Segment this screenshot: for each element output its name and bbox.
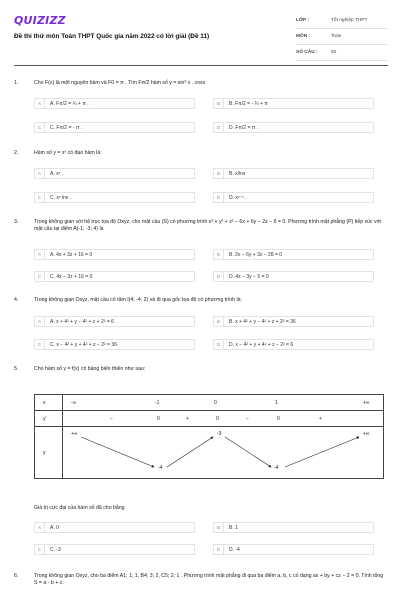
option-text: D. -4 <box>229 546 240 553</box>
question-text: Trong không gian Oxyz, mặt cầu có tâm I(4; -4; 2) và đi qua gốc tọa độ có phương trình là: <box>34 297 242 303</box>
question-number: 3. <box>14 219 19 225</box>
question-number: 2. <box>14 150 19 156</box>
option-letter: B <box>214 250 224 259</box>
question-1 <box>14 80 388 140</box>
option-text: B. Fπ/2 = - ¼ + π <box>229 100 268 107</box>
option-d[interactable] <box>213 544 374 555</box>
question-text: Cho hàm số y = f(x) có bảng biến thiên như sau: <box>34 366 146 372</box>
variation-table <box>34 394 384 479</box>
option-letter: B <box>214 317 224 326</box>
y-value: -4 <box>274 465 279 471</box>
option-text: C. xˣ lnx . <box>50 194 72 201</box>
option-letter: C <box>35 123 45 132</box>
option-a[interactable] <box>34 249 195 260</box>
option-letter: C <box>35 272 45 281</box>
option-letter: C <box>35 545 45 554</box>
option-text: C. 4x − 3z + 16 = 0 <box>50 273 93 280</box>
option-letter: D <box>214 545 224 554</box>
option-text: D. 4x − 3y − 5 = 0 <box>229 273 269 280</box>
option-d[interactable] <box>213 271 374 282</box>
y-value: +∞ <box>71 431 78 437</box>
option-letter: A <box>35 250 45 259</box>
table-yprime-row <box>63 411 384 427</box>
info-value: Toán <box>331 34 342 39</box>
page-title: Đề thi thử môn Toán THPT Quốc gia năm 2022 có lời giải (Đề 11) <box>14 33 210 40</box>
table-label-y: y <box>35 427 63 479</box>
info-key: SỐ CÂU : <box>296 50 318 55</box>
yprime-value: + <box>186 416 189 422</box>
table-y-row <box>63 427 384 479</box>
yprime-value: 0 <box>277 416 280 422</box>
option-b[interactable] <box>213 98 374 109</box>
option-c[interactable] <box>34 192 195 203</box>
option-letter: D <box>214 272 224 281</box>
table-label-x: x <box>35 395 63 411</box>
question-2 <box>14 150 388 210</box>
option-letter: C <box>35 193 45 202</box>
quizizz-logo: QUIZIZZ <box>14 14 66 27</box>
option-text: B. 1 <box>229 524 238 531</box>
option-c[interactable] <box>34 122 195 133</box>
info-panel <box>296 13 388 61</box>
x-value: +∞ <box>363 400 370 406</box>
question-number: 6. <box>14 573 19 579</box>
option-text: C. -3 <box>50 546 61 553</box>
option-letter: A <box>35 99 45 108</box>
x-value: -∞ <box>71 400 77 406</box>
question-text: Cho F(x) là một nguyên hàm và F0 = π . Tìm Fπ/2 hàm số y = sin³ x . cosx <box>34 80 206 86</box>
y-value: -3 <box>217 431 222 437</box>
option-letter: D <box>214 123 224 132</box>
x-value: 1 <box>275 400 278 406</box>
option-letter: C <box>35 340 45 349</box>
option-b[interactable] <box>213 168 374 179</box>
option-text: A. Fπ/2 = ¼ + π . <box>50 100 89 107</box>
question-text: Trong không gian Oxyz, cho ba điểm A1; 1; 1, B4; 3; 2, C5; 2; 1 . Phương trình mặt phẳng đi qua ba điểm a, b, c có dạng ax + by + cz − 2 = 0. Tính tổng S = a - b + c. <box>34 573 384 586</box>
arrow-down <box>225 437 271 467</box>
option-b[interactable] <box>213 522 374 533</box>
option-text: B. 2x − 6y + 3z − 28 = 0 <box>229 251 283 258</box>
question-subtext: Giá trị cực đại của hàm số đã cho bằng <box>34 505 125 511</box>
info-key: LỚP : <box>296 18 310 23</box>
info-value: 50 <box>331 50 337 55</box>
y-value: -4 <box>158 465 163 471</box>
info-row-subject <box>296 29 388 45</box>
option-text: A. 0 <box>50 524 59 531</box>
option-text: A. xˣ . <box>50 170 64 177</box>
option-letter: B <box>214 523 224 532</box>
question-text: Trong không gian với hệ trục tọa độ Oxyz, cho mặt cầu (S) có phương trình x² + y² + z² − 6x + 6y − 2z − 6 = 0. Phương trình mặt phẳng (P) tiếp xúc với mặt cầu tại điểm A(-1; -3; 4) là <box>34 219 382 232</box>
option-text: D. x − 4² + y + 4² + z − 2² = 6 <box>229 341 294 348</box>
option-d[interactable] <box>213 192 374 203</box>
yprime-value: − <box>246 416 249 422</box>
info-key: MÔN : <box>296 34 311 39</box>
arrow-up <box>167 437 213 467</box>
option-d[interactable] <box>213 339 374 350</box>
option-letter: A <box>35 169 45 178</box>
option-letter: D <box>214 193 224 202</box>
option-c[interactable] <box>34 339 195 350</box>
option-c[interactable] <box>34 271 195 282</box>
header-divider <box>14 65 388 66</box>
option-a[interactable] <box>34 522 195 533</box>
x-value: 0 <box>214 400 217 406</box>
option-a[interactable] <box>34 316 195 327</box>
arrow-up <box>285 437 359 467</box>
yprime-value: 0 <box>157 416 160 422</box>
question-5-options <box>14 520 388 564</box>
variation-arrows <box>63 427 385 479</box>
table-label-yprime: y' <box>35 411 63 427</box>
option-text: A. 4x + 3z + 16 = 0 <box>50 251 93 258</box>
yprime-value: − <box>110 416 113 422</box>
option-text: D. Fπ/2 = π . <box>229 124 258 131</box>
question-3 <box>14 219 388 289</box>
x-value: -1 <box>155 400 160 406</box>
option-text: C. x − 4² + y + 4² + z − 2² = 36 <box>50 341 117 348</box>
table-x-row <box>63 395 384 411</box>
arrow-down <box>81 437 154 467</box>
yprime-value: + <box>319 416 322 422</box>
option-a[interactable] <box>34 168 195 179</box>
question-4 <box>14 297 388 359</box>
info-row-class <box>296 13 388 29</box>
option-b[interactable] <box>213 316 374 327</box>
y-value: +∞ <box>363 431 370 437</box>
option-text: A. x + 4² + y − 4² + z + 2² = 6 <box>50 318 114 325</box>
yprime-value: 0 <box>216 416 219 422</box>
option-text: C. Fπ/2 = - π . <box>50 124 83 131</box>
option-b[interactable] <box>213 249 374 260</box>
option-letter: A <box>35 523 45 532</box>
question-number: 1. <box>14 80 19 86</box>
option-letter: B <box>214 99 224 108</box>
question-number: 4. <box>14 297 19 303</box>
option-a[interactable] <box>34 98 195 109</box>
question-6 <box>14 573 388 597</box>
option-letter: D <box>214 340 224 349</box>
option-letter: B <box>214 169 224 178</box>
option-text: B. x + 4² + y − 4² + z + 2² = 36 <box>229 318 296 325</box>
option-text: D. xˣ⁻¹ . <box>229 194 247 201</box>
option-letter: A <box>35 317 45 326</box>
option-d[interactable] <box>213 122 374 133</box>
option-c[interactable] <box>34 544 195 555</box>
info-value: Tốt nghiệp THPT <box>331 18 368 23</box>
option-text: B. x/lnx <box>229 170 246 177</box>
question-text: Hàm số y = xˣ có đạo hàm là: <box>34 150 102 156</box>
question-number: 5. <box>14 366 19 372</box>
question-5 <box>14 366 388 376</box>
info-row-count <box>296 45 388 61</box>
